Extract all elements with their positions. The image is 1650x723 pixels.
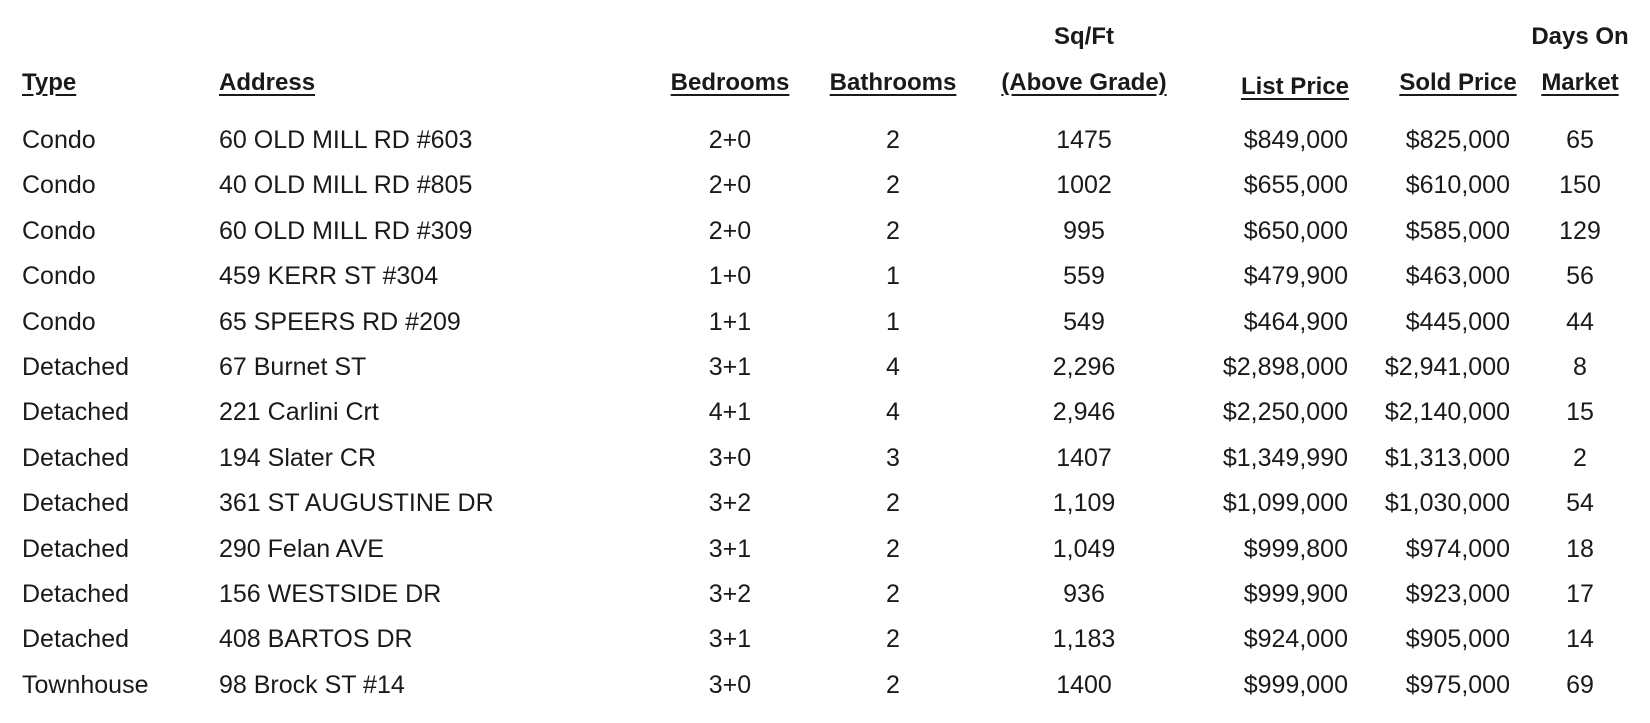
cell-bedrooms: 3+0 <box>708 443 752 472</box>
cell-bathrooms: 4 <box>886 398 900 427</box>
cell-sold-price: $2,941,000 <box>1384 353 1510 381</box>
header-bathrooms <box>818 68 968 98</box>
header-sold-price <box>1378 68 1538 98</box>
cell-sqft: 936 <box>1063 580 1105 608</box>
cell-type: Condo <box>22 262 96 291</box>
cell-bedrooms: 4+1 <box>708 398 752 427</box>
cell-type: Detached <box>22 534 130 563</box>
cell-bathrooms: 2 <box>886 580 900 608</box>
cell-sold-price: $445,000 <box>1405 307 1510 336</box>
cell-days-on-market: 150 <box>1559 171 1601 200</box>
cell-days-on-market: 65 <box>1566 126 1594 154</box>
header-type <box>22 68 76 98</box>
cell-days-on-market: 44 <box>1566 307 1594 336</box>
cell-list-price: $655,000 <box>1243 171 1348 200</box>
header-bathrooms-label: Bathrooms <box>829 69 957 96</box>
cell-type: Townhouse <box>22 670 149 699</box>
cell-type: Detached <box>22 443 130 472</box>
cell-address: 156 WESTSIDE DR <box>219 580 442 608</box>
cell-bathrooms: 4 <box>886 353 900 381</box>
cell-days-on-market: 2 <box>1573 443 1587 472</box>
cell-list-price: $849,000 <box>1243 126 1348 154</box>
cell-sqft: 1407 <box>1056 443 1112 472</box>
cell-list-price: $464,900 <box>1243 307 1348 336</box>
cell-days-on-market: 14 <box>1566 625 1594 654</box>
cell-list-price: $479,900 <box>1243 262 1348 291</box>
header-type-label: Type <box>22 69 77 96</box>
cell-type: Condo <box>22 126 96 154</box>
cell-address: 290 Felan AVE <box>219 534 384 563</box>
cell-list-price: $999,800 <box>1243 534 1348 563</box>
cell-address: 67 Burnet ST <box>219 353 367 381</box>
cell-days-on-market: 18 <box>1566 534 1594 563</box>
cell-sold-price: $975,000 <box>1405 670 1510 699</box>
cell-address: 221 Carlini Crt <box>219 398 379 427</box>
cell-bathrooms: 2 <box>886 625 900 654</box>
cell-days-on-market: 17 <box>1566 580 1594 608</box>
header-list-price <box>1215 72 1375 102</box>
cell-bedrooms: 3+2 <box>708 489 752 518</box>
cell-address: 98 Brock ST #14 <box>219 670 405 699</box>
header-dom-top-label: Days On <box>1531 23 1629 50</box>
cell-list-price: $1,099,000 <box>1222 489 1348 518</box>
cell-sold-price: $905,000 <box>1405 625 1510 654</box>
cell-type: Condo <box>22 307 96 336</box>
cell-sqft: 1002 <box>1056 171 1112 200</box>
cell-address: 60 OLD MILL RD #603 <box>219 126 473 154</box>
cell-sqft: 559 <box>1063 262 1105 291</box>
header-address <box>219 68 315 98</box>
header-sqft-bottom-label: (Above Grade) <box>1001 69 1167 96</box>
cell-bedrooms: 3+1 <box>708 353 752 381</box>
cell-sold-price: $1,313,000 <box>1384 443 1510 472</box>
cell-sqft: 1,109 <box>1052 489 1116 518</box>
header-address-label: Address <box>219 69 316 96</box>
cell-days-on-market: 15 <box>1566 398 1594 427</box>
cell-address: 459 KERR ST #304 <box>219 262 439 291</box>
cell-address: 361 ST AUGUSTINE DR <box>219 489 494 518</box>
cell-list-price: $2,250,000 <box>1222 398 1348 427</box>
header-dom-top <box>1520 22 1640 52</box>
cell-days-on-market: 8 <box>1573 353 1587 381</box>
header-list-price-label: List Price <box>1240 73 1350 100</box>
cell-sqft: 2,296 <box>1052 353 1116 381</box>
cell-days-on-market: 69 <box>1566 670 1594 699</box>
cell-bathrooms: 1 <box>886 262 900 291</box>
cell-sqft: 1475 <box>1056 126 1112 154</box>
cell-sold-price: $610,000 <box>1405 171 1510 200</box>
cell-type: Condo <box>22 171 96 200</box>
cell-days-on-market: 56 <box>1566 262 1594 291</box>
cell-bathrooms: 2 <box>886 171 900 200</box>
cell-sqft: 2,946 <box>1052 398 1116 427</box>
cell-list-price: $650,000 <box>1243 216 1348 245</box>
cell-bedrooms: 3+1 <box>708 625 752 654</box>
cell-sold-price: $463,000 <box>1405 262 1510 291</box>
cell-bedrooms: 1+1 <box>708 307 752 336</box>
cell-bathrooms: 3 <box>886 443 900 472</box>
cell-bedrooms: 3+1 <box>708 534 752 563</box>
cell-bathrooms: 2 <box>886 216 900 245</box>
cell-bathrooms: 2 <box>886 489 900 518</box>
cell-type: Condo <box>22 216 96 245</box>
cell-address: 60 OLD MILL RD #309 <box>219 216 473 245</box>
cell-bedrooms: 2+0 <box>708 171 752 200</box>
cell-sold-price: $2,140,000 <box>1384 398 1510 427</box>
cell-sqft: 549 <box>1063 307 1105 336</box>
cell-sqft: 995 <box>1063 216 1105 245</box>
cell-sqft: 1,049 <box>1052 534 1116 563</box>
cell-bedrooms: 2+0 <box>708 216 752 245</box>
cell-address: 194 Slater CR <box>219 443 377 472</box>
cell-type: Detached <box>22 489 130 518</box>
cell-bedrooms: 3+2 <box>708 580 752 608</box>
header-dom-bottom-label: Market <box>1541 69 1619 96</box>
cell-list-price: $924,000 <box>1243 625 1348 654</box>
cell-address: 408 BARTOS DR <box>219 625 413 654</box>
cell-sold-price: $825,000 <box>1405 126 1510 154</box>
cell-days-on-market: 54 <box>1566 489 1594 518</box>
cell-type: Detached <box>22 398 130 427</box>
header-bedrooms-label: Bedrooms <box>670 69 790 96</box>
header-sold-price-label: Sold Price <box>1399 69 1517 96</box>
cell-sold-price: $1,030,000 <box>1384 489 1510 518</box>
header-bedrooms <box>660 68 800 98</box>
cell-bedrooms: 1+0 <box>708 262 752 291</box>
cell-address: 40 OLD MILL RD #805 <box>219 171 473 200</box>
cell-type: Detached <box>22 580 130 608</box>
header-sqft-bottom <box>984 68 1184 98</box>
cell-bedrooms: 2+0 <box>708 126 752 154</box>
cell-list-price: $1,349,990 <box>1222 443 1348 472</box>
cell-sold-price: $923,000 <box>1405 580 1510 608</box>
cell-list-price: $999,000 <box>1243 670 1348 699</box>
cell-list-price: $999,900 <box>1243 580 1348 608</box>
cell-bathrooms: 1 <box>886 307 900 336</box>
cell-bathrooms: 2 <box>886 670 900 699</box>
cell-bathrooms: 2 <box>886 126 900 154</box>
cell-sold-price: $585,000 <box>1405 216 1510 245</box>
cell-bedrooms: 3+0 <box>708 670 752 699</box>
cell-address: 65 SPEERS RD #209 <box>219 307 461 336</box>
cell-type: Detached <box>22 625 130 654</box>
cell-sqft: 1,183 <box>1052 625 1116 654</box>
cell-sold-price: $974,000 <box>1405 534 1510 563</box>
cell-type: Detached <box>22 353 130 381</box>
header-dom-bottom <box>1520 68 1640 98</box>
header-sqft-top <box>984 22 1184 52</box>
cell-bathrooms: 2 <box>886 534 900 563</box>
cell-list-price: $2,898,000 <box>1222 353 1348 381</box>
header-sqft-top-label: Sq/Ft <box>1054 23 1114 50</box>
cell-sqft: 1400 <box>1056 670 1112 699</box>
cell-days-on-market: 129 <box>1559 216 1601 245</box>
